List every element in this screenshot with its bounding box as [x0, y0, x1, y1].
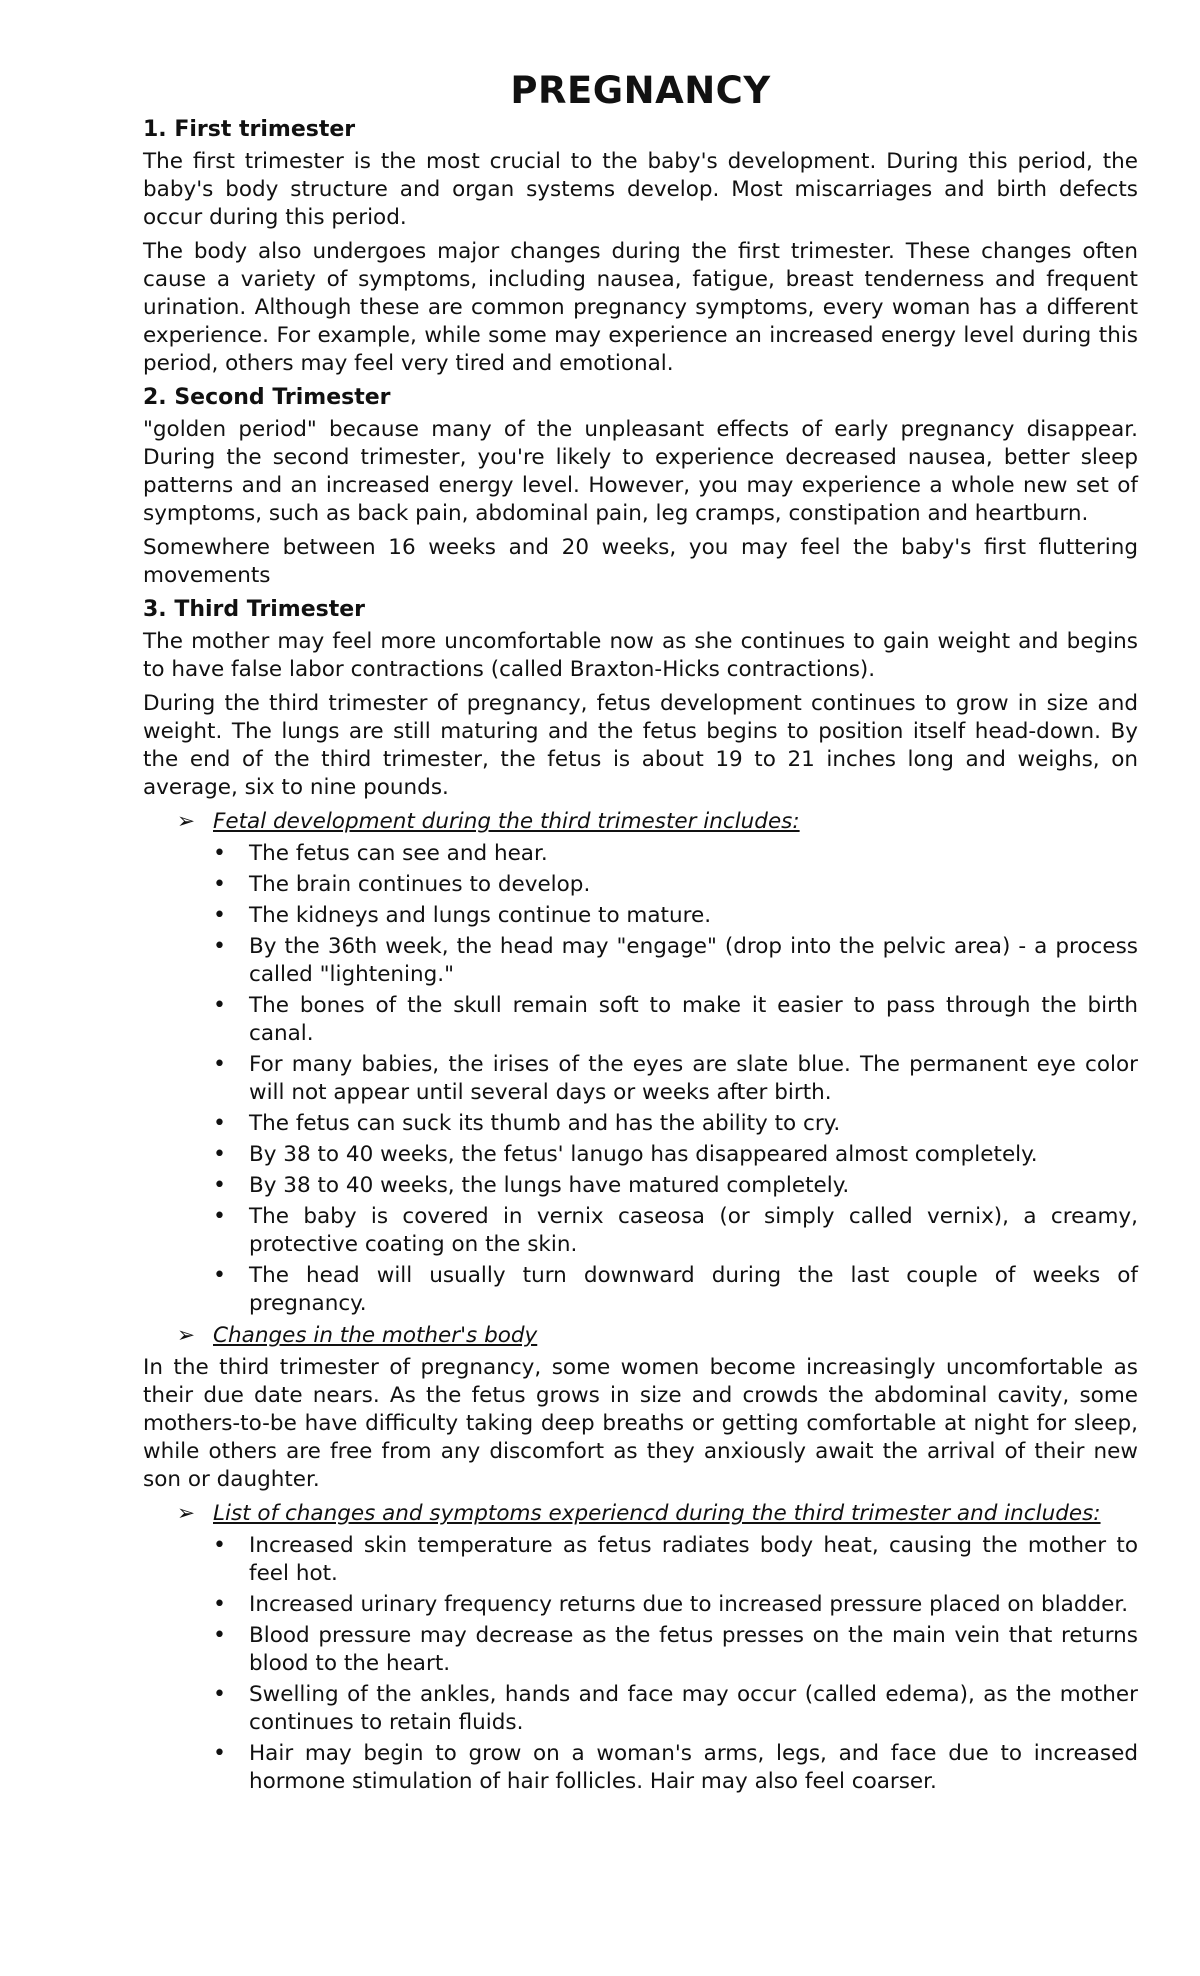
list-item-text: The bones of the skull remain soft to make it easier to pass through the birth canal. — [249, 993, 1138, 1046]
paragraph: The first trimester is the most crucial to the baby's development. During this period, the baby's body structure and organ systems develop. Most miscarriages and birth defects occur during this period. — [143, 149, 1138, 230]
bullet-icon: • — [213, 1741, 226, 1766]
arrow-list-item — [177, 1322, 1138, 1350]
bullet-icon: • — [213, 934, 226, 959]
paragraph: The mother may feel more uncomfortable now as she continues to gain weight and begins to have false labor contractions (called Braxton-Hicks contractions). — [143, 629, 1138, 682]
bullet-icon: • — [213, 1682, 226, 1707]
list-item-text: By the 36th week, the head may "engage" (drop into the pelvic area) - a process called "lightening." — [249, 934, 1138, 987]
arrow-list-item — [177, 808, 1138, 836]
bullet-icon: • — [213, 903, 226, 928]
bullet-icon: • — [213, 1111, 226, 1136]
list-item-text: Swelling of the ankles, hands and face may occur (called edema), as the mother continues to retain fluids. — [249, 1682, 1138, 1735]
fetal-development-list — [143, 840, 1138, 1318]
list-item — [213, 1203, 1138, 1259]
list-item — [213, 1051, 1138, 1107]
paragraph: During the third trimester of pregnancy, fetus development continues to grow in size and weight. The lungs are still maturing and the fetus begins to position itself head-down. By the end of the third trimester, the fetus is about 19 to 21 inches long and weighs, on average, six to nine pounds. — [143, 691, 1138, 800]
bullet-icon: • — [213, 1592, 226, 1617]
page-title: PREGNANCY — [510, 69, 771, 112]
bullet-icon: • — [213, 841, 226, 866]
list-item — [213, 840, 1138, 868]
bullet-icon: • — [213, 1173, 226, 1198]
list-item-text: Blood pressure may decrease as the fetus presses on the main vein that returns blood to the heart. — [249, 1623, 1138, 1676]
bullet-icon: • — [213, 993, 226, 1018]
list-item — [213, 1141, 1138, 1169]
list-item — [213, 1591, 1138, 1619]
list-item — [213, 992, 1138, 1048]
mother-changes-group — [143, 1322, 1138, 1350]
bullet-icon: • — [213, 1204, 226, 1229]
paragraph: Somewhere between 16 weeks and 20 weeks, you may feel the baby's first fluttering movements — [143, 535, 1138, 588]
list-item-text: The fetus can suck its thumb and has the ability to cry. — [249, 1111, 841, 1136]
section-heading-third-trimester: 3. Third Trimester — [143, 597, 365, 622]
list-item-text: The fetus can see and hear. — [249, 841, 548, 866]
bullet-icon: • — [213, 1052, 226, 1077]
arrow-bullet-icon: ➢ — [177, 1501, 196, 1526]
list-item-text: The head will usually turn downward during the last couple of weeks of pregnancy. — [249, 1263, 1138, 1316]
arrow-bullet-icon: ➢ — [177, 1323, 196, 1348]
list-item — [213, 1740, 1138, 1796]
list-item-text: The kidneys and lungs continue to mature. — [249, 903, 712, 928]
list-item-text: Increased skin temperature as fetus radiates body heat, causing the mother to feel hot. — [249, 1533, 1138, 1586]
bullet-icon: • — [213, 1263, 226, 1288]
symptoms-group — [143, 1500, 1138, 1528]
list-item-text: The baby is covered in vernix caseosa (or simply called vernix), a creamy, protective coating on the skin. — [249, 1204, 1138, 1257]
symptoms-list — [143, 1532, 1138, 1796]
list-item — [213, 1262, 1138, 1318]
bullet-icon: • — [213, 1533, 226, 1558]
list-item — [213, 871, 1138, 899]
list-item-text: Hair may begin to grow on a woman's arms, legs, and face due to increased hormone stimulation of hair follicles. Hair may also feel coarser. — [249, 1741, 1138, 1794]
bullet-icon: • — [213, 1623, 226, 1648]
list-item — [213, 1622, 1138, 1678]
fetal-development-heading: Fetal development during the third trimester includes: — [213, 809, 800, 834]
paragraph: In the third trimester of pregnancy, some women become increasingly uncomfortable as their due date nears. As the fetus grows in size and crowds the abdominal cavity, some mothers-to-be have difficulty taking deep breaths or getting comfortable at night for sleep, while others are free from any discomfort as they anxiously await the arrival of their new son or daughter. — [143, 1355, 1138, 1492]
section-heading-second-trimester: 2. Second Trimester — [143, 385, 391, 410]
paragraph: The body also undergoes major changes during the first trimester. These changes often cause a variety of symptoms, including nausea, fatigue, breast tenderness and frequent urination. Although these are common pregnancy symptoms, every woman has a different experience. For example, while some may experience an increased energy level during this period, others may feel very tired and emotional. — [143, 239, 1138, 376]
symptoms-heading: List of changes and symptoms experiencd during the third trimester and includes: — [213, 1501, 1101, 1526]
list-item — [213, 933, 1138, 989]
list-item — [213, 1172, 1138, 1200]
list-item — [213, 1681, 1138, 1737]
section-heading-first-trimester: 1. First trimester — [143, 117, 356, 142]
list-item-text: For many babies, the irises of the eyes are slate blue. The permanent eye color will not appear until several days or weeks after birth. — [249, 1052, 1138, 1105]
bullet-icon: • — [213, 872, 226, 897]
mother-changes-heading: Changes in the mother's body — [213, 1323, 538, 1348]
list-item — [213, 902, 1138, 930]
list-item-text: Increased urinary frequency returns due to increased pressure placed on bladder. — [249, 1592, 1129, 1617]
arrow-bullet-icon: ➢ — [177, 809, 196, 834]
list-item — [213, 1532, 1138, 1588]
list-item — [213, 1110, 1138, 1138]
arrow-list-item — [177, 1500, 1138, 1528]
list-item-text: By 38 to 40 weeks, the fetus' lanugo has disappeared almost completely. — [249, 1142, 1038, 1167]
list-item-text: The brain continues to develop. — [249, 872, 591, 897]
bullet-icon: • — [213, 1142, 226, 1167]
list-item-text: By 38 to 40 weeks, the lungs have matured completely. — [249, 1173, 850, 1198]
fetal-development-group — [143, 808, 1138, 836]
document-page — [143, 68, 1138, 1800]
paragraph: "golden period" because many of the unpleasant effects of early pregnancy disappear. During the second trimester, you're likely to experience decreased nausea, better sleep patterns and an increased energy level. However, you may experience a whole new set of symptoms, such as back pain, abdominal pain, leg cramps, constipation and heartburn. — [143, 417, 1138, 526]
